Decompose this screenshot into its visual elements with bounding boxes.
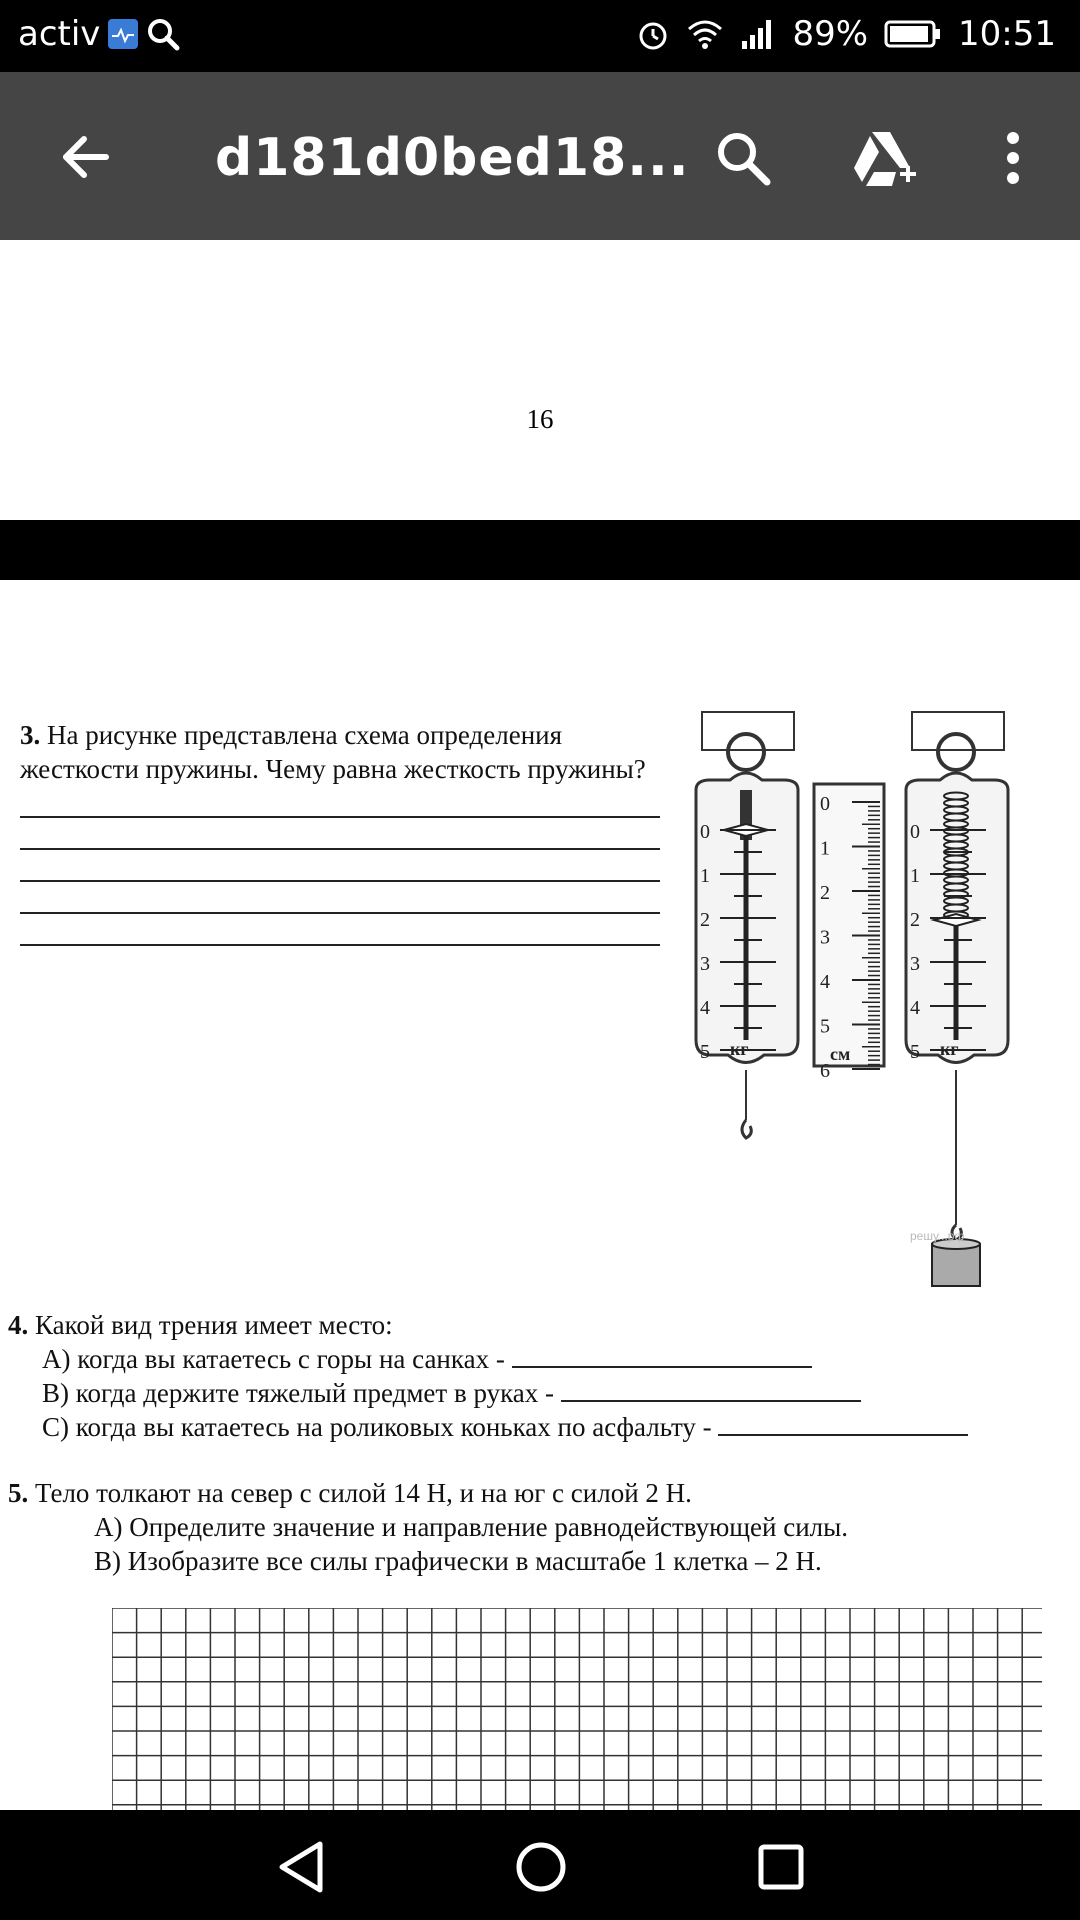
question-5 <box>8 1476 1068 1578</box>
battery-percent: 89% <box>792 14 869 54</box>
home-nav-icon[interactable] <box>514 1840 568 1894</box>
answer-blank <box>512 1344 812 1368</box>
tick-label: 3 <box>820 926 830 949</box>
q3-text: На рисунке представлена схема определения жесткости пружины. Чему равна жесткость пружины? <box>20 720 646 784</box>
tick-label: 4 <box>910 997 920 1019</box>
status-bar <box>0 0 1080 72</box>
answer-line <box>20 914 660 946</box>
tick-label: 2 <box>820 882 830 904</box>
left-ring <box>728 734 764 770</box>
q4-option-a: А) когда вы катаетесь с горы на санках - <box>42 1344 505 1374</box>
tick-label: 2 <box>910 909 920 931</box>
tick-label: 3 <box>910 953 920 975</box>
tick-label: 0 <box>910 821 920 843</box>
navigation-bar <box>0 1810 1080 1920</box>
q3-number: 3. <box>20 720 41 750</box>
q4-option-c: С) когда вы катаетесь на роликовых коньках по асфальту - <box>42 1412 712 1442</box>
answer-line <box>20 850 660 882</box>
drive-add-icon[interactable] <box>852 128 920 190</box>
tick-label: 1 <box>820 837 830 860</box>
q5-text: Тело толкают на север с силой 14 Н, и на юг с силой 2 Н. <box>35 1478 692 1508</box>
wifi-icon <box>686 17 724 51</box>
tick-label: 3 <box>700 953 710 975</box>
status-right <box>636 14 1056 54</box>
q5-option-a: А) Определите значение и направление равнодействующей силы. <box>94 1512 849 1542</box>
question-3 <box>20 718 670 946</box>
answer-blank <box>561 1378 861 1402</box>
status-app-text: activ <box>18 14 101 54</box>
document-page <box>0 580 1080 1810</box>
clock: 10:51 <box>958 14 1056 54</box>
answer-line <box>20 818 660 850</box>
q5-number: 5. <box>8 1478 29 1508</box>
right-ring <box>938 734 974 770</box>
q4-option-b: В) когда держите тяжелый предмет в руках - <box>42 1378 555 1408</box>
heart-rate-icon <box>108 19 138 49</box>
back-nav-icon[interactable] <box>276 1840 326 1894</box>
left-hook <box>742 1120 751 1138</box>
question-4 <box>8 1308 1068 1444</box>
status-left <box>18 14 180 54</box>
spring-scale-figure <box>680 710 1040 1290</box>
left-unit-label: кг <box>730 1039 749 1059</box>
tick-label: 6 <box>820 1060 830 1082</box>
tick-label: 2 <box>700 909 710 931</box>
tick-label: 5 <box>820 1015 830 1038</box>
answer-line <box>20 786 660 818</box>
tick-label: 1 <box>910 865 920 887</box>
page-number: 16 <box>526 404 554 434</box>
alarm-icon <box>636 17 670 51</box>
tick-label: 0 <box>820 793 830 815</box>
right-hanger <box>912 712 1004 750</box>
tick-label: 5 <box>700 1041 710 1063</box>
q5-option-b: В) Изобразите все силы графически в масштабе 1 клетка – 2 Н. <box>94 1546 822 1576</box>
document-title: d181d0bed18... <box>215 128 690 188</box>
q4-number: 4. <box>8 1310 29 1340</box>
recents-nav-icon[interactable] <box>756 1842 806 1892</box>
answer-line <box>20 882 660 914</box>
page-separator <box>0 520 1080 580</box>
tick-label: 5 <box>910 1041 920 1063</box>
signal-icon <box>740 17 776 51</box>
q4-text: Какой вид трения имеет место: <box>35 1310 393 1340</box>
search-icon <box>146 17 180 51</box>
tick-label: 4 <box>820 971 830 993</box>
app-bar <box>0 72 1080 240</box>
weight <box>932 1244 980 1286</box>
tick-label: 0 <box>700 821 710 843</box>
search-icon[interactable] <box>715 130 771 186</box>
battery-icon <box>884 19 942 49</box>
right-unit-label: кг <box>940 1039 959 1059</box>
tick-label: 4 <box>700 997 710 1019</box>
more-vert-icon[interactable] <box>998 130 1028 186</box>
grid-paper <box>112 1608 1042 1810</box>
answer-blank <box>718 1412 968 1436</box>
tick-label: 1 <box>700 865 710 887</box>
arrow-left-icon[interactable] <box>58 130 112 184</box>
left-hanger <box>702 712 794 750</box>
watermark: решу...рф <box>910 1229 965 1243</box>
ruler-unit-label: см <box>830 1044 851 1064</box>
